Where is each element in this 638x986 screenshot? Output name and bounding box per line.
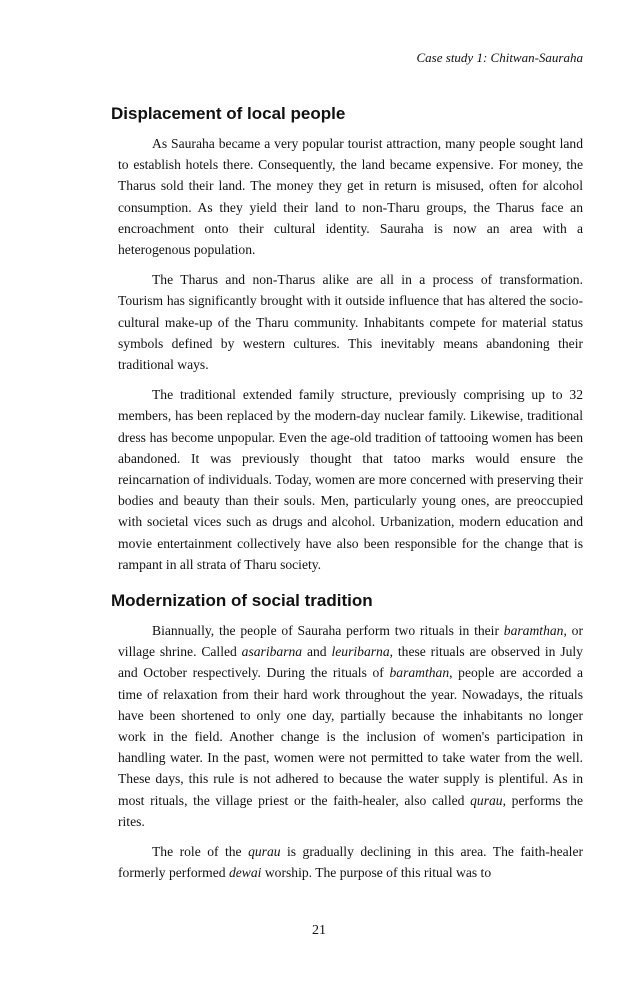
text-run: , performs the rites.: [118, 792, 583, 829]
italic-term: leuribarna: [331, 644, 390, 660]
document-page: [111, 50, 583, 893]
text-run: , these rituals are observed in July and October respectively. During the rituals of: [118, 644, 583, 681]
italic-term: baramthan: [503, 623, 564, 639]
italic-term: asaribarna: [241, 644, 303, 660]
running-head: Case study 1: Chitwan-Sauraha: [416, 50, 583, 65]
page-number: 21: [312, 923, 326, 938]
text-run: and: [302, 644, 332, 660]
text-run: is gradually declining in this area. The faith-healer formerly performed: [118, 844, 583, 881]
italic-term: baramthan: [389, 665, 450, 681]
text-run: , people are accorded a time of relaxation from their hard work throughout the year. Nowadays, the rituals have been shortened to only one day, partially because the inhabitants no longer work in the field. Another change is the inclusion of women's participation in handling water. In the past, women were not permitted to take water from the well. These days, this rule is not adhered to because the water supply is plentiful. As in most rituals, the village priest or the faith-healer, also called: [118, 665, 583, 808]
section-heading-modernization: Modernization of social tradition: [111, 591, 373, 611]
paragraph: The Tharus and non-Tharus alike are all in a process of transformation. Tourism has significantly brought with it outside influence that has altered the socio-cultural make-up of the Tharu community. Inhabitants compete for material status symbols defined by western cultures. This inevitably means abandoning their traditional ways.: [118, 272, 583, 373]
italic-term: qurau: [470, 792, 503, 808]
italic-term: dewai: [228, 865, 262, 881]
text-run: worship. The purpose of this ritual was to: [261, 865, 492, 881]
paragraph: As Sauraha became a very popular tourist attraction, many people sought land to establish hotels there. Consequently, the land became expensive. For money, the Tharus sold their land. The money they get in return is misused, often for alcohol consumption. As they yield their land to non-Tharu groups, the Tharus face an encroachment onto their cultural identity. Sauraha is now an area with a heterogenous population.: [118, 136, 583, 258]
paragraph: The traditional extended family structure, previously comprising up to 32 members, has been replaced by the modern-day nuclear family. Likewise, traditional dress has become unpopular. Even the age-old tradition of tattooing women has been abandoned. It was previously thought that tatoo marks would ensure the reincarnation of individuals. Today, women are more concerned with preserving their bodies and beauty than their souls. Men, particularly young ones, are preoccupied with societal vices such as drugs and alcohol. Urbanization, modern education and movie entertainment collectively have also been responsible for the change that is rampant in all strata of Tharu society.: [118, 387, 583, 572]
paragraph: [118, 620, 583, 832]
text-run: , or village shrine. Called: [118, 623, 583, 660]
section-heading-displacement: Displacement of local people: [111, 104, 346, 123]
text-run: The role of the: [152, 844, 249, 860]
italic-term: qurau: [248, 844, 281, 860]
paragraph: [118, 841, 583, 883]
text-run: Biannually, the people of Sauraha perform two rituals in their: [152, 623, 504, 639]
